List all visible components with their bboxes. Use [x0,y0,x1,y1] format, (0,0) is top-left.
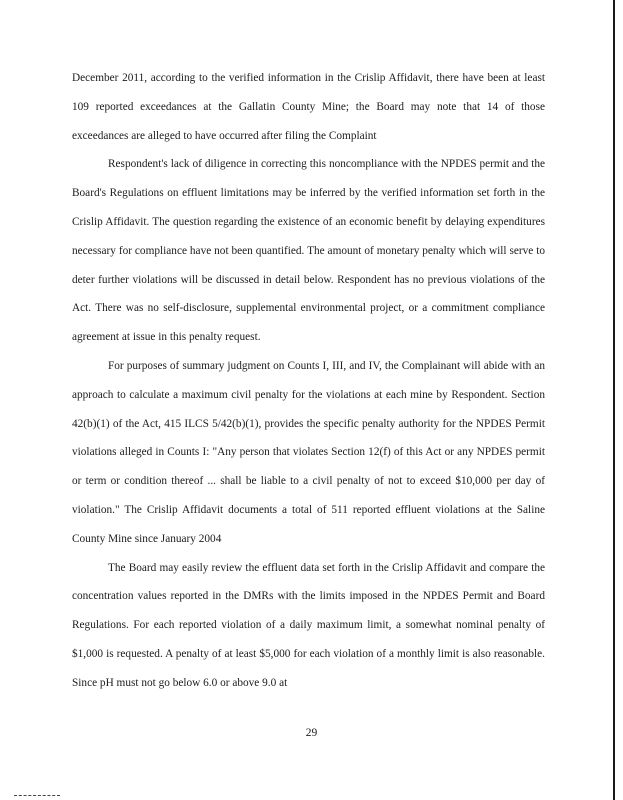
scan-bottom-mark [14,795,60,797]
paragraph-3: For purposes of summary judgment on Counts I, III, and IV, the Complainant will abide with an approach to calculate a maximum civil penalty for the violations at each mine by Respondent. Section 42(b)(1) of the Act, 415 ILCS 5/42(b)(1), provides the specific penalty authority for the NPDES Permit violations alleged in Counts I: "Any person that violates Section 12(f) of this Act or any NPDES permit or term or condition thereof ... shall be liable to a civil penalty of not to exceed $10,000 per day of violation." The Crislip Affidavit documents a total of 511 reported effluent violations at the Saline County Mine since January 2004 [72,359,545,545]
paragraph-1: December 2011, according to the verified information in the Crislip Affidavit, there have been at least 109 reported exceedances at the Gallatin County Mine; the Board may note that 14 of those exceedances are alleged to have occurred after filing the Complaint [72,72,545,142]
paragraph-2: Respondent's lack of diligence in correcting this noncompliance with the NPDES permit and the Board's Regulations on effluent limitations may be inferred by the verified information set forth in the Crislip Affidavit. The question regarding the existence of an economic benefit by delaying expenditures necessary for compliance have not been quantified. The amount of monetary penalty which will serve to deter further violations will be discussed in detail below. Respondent has no previous violations of the Act. There was no self-disclosure, supplemental environmental project, or a commitment compliance agreement at issue in this penalty request. [72,158,545,344]
page-number: 29 [305,727,318,739]
paragraph-4: The Board may easily review the effluent data set forth in the Crislip Affidavit and compare the concentration values reported in the DMRs with the limits imposed in the NPDES Permit and Board Regulations. For each reported violation of a daily maximum limit, a somewhat nominal penalty of $1,000 is requested. A penalty of at least $5,000 for each violation of a monthly limit is also reasonable. Since pH must not go below 6.0 or above 9.0 at [72,561,545,689]
scan-edge-rule [613,0,615,800]
body-text [72,64,545,698]
